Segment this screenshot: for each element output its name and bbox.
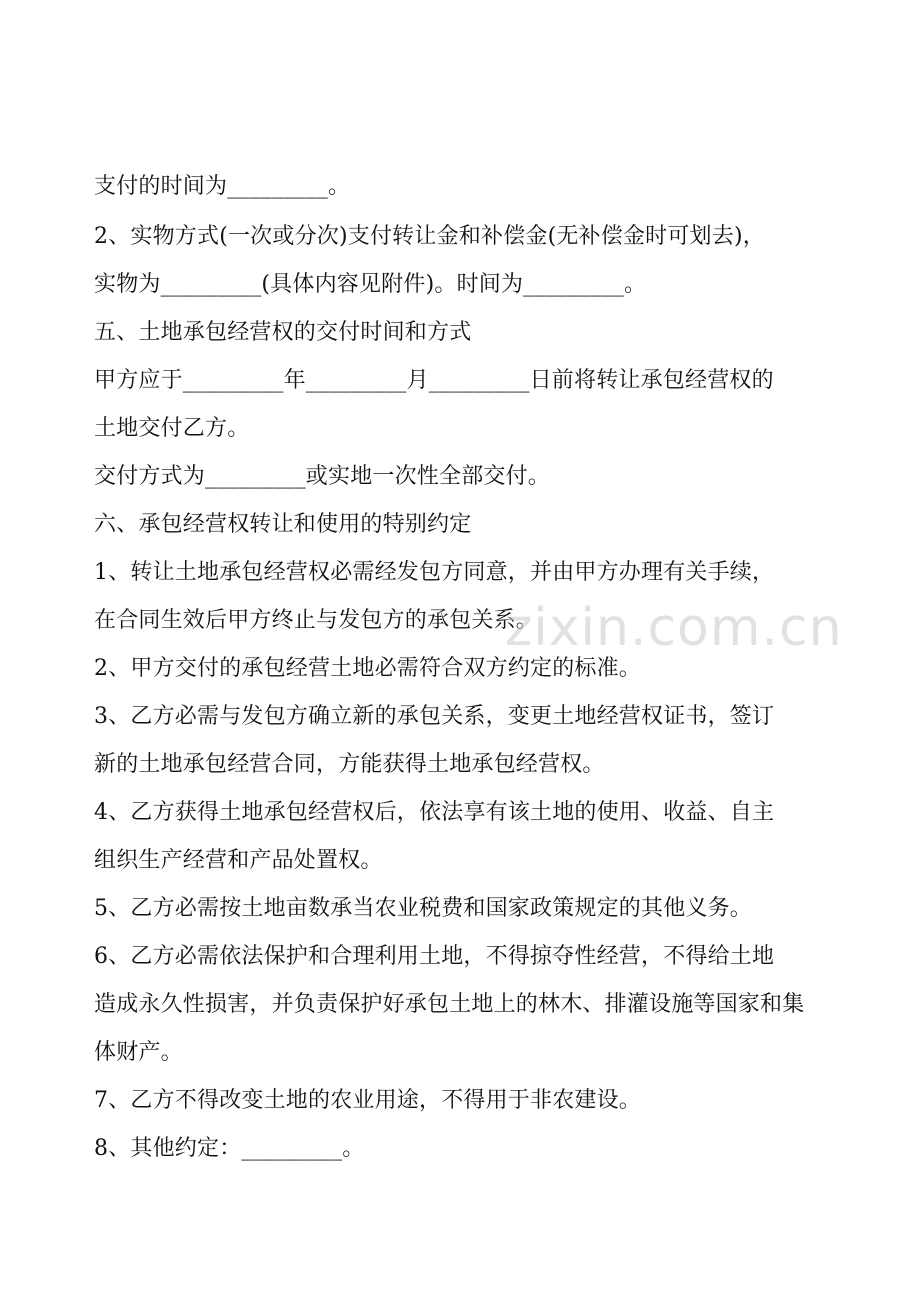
- text-line: 实物为_________(具体内容见附件)。时间为_________。: [94, 272, 647, 297]
- text-line: 在合同生效后甲方终止与发包方的承包关系。: [94, 608, 539, 633]
- text-line: 甲方应于_________年_________月_________日前将转让承包经营权的: [94, 368, 774, 393]
- text-line: 3、乙方必需与发包方确立新的承包关系，变更土地经营权证书，签订: [94, 704, 775, 729]
- section-heading: 六、承包经营权转让和使用的特别约定: [94, 512, 472, 537]
- text-line: 造成永久性损害，并负责保护好承包土地上的林木、排灌设施等国家和集: [94, 992, 805, 1017]
- text-line: 2、甲方交付的承包经营土地必需符合双方约定的标准。: [94, 656, 641, 681]
- text-line: 土地交付乙方。: [94, 416, 250, 441]
- text-line: 新的土地承包经营合同，方能获得土地承包经营权。: [94, 752, 605, 777]
- text-line: 1、转让土地承包经营权必需经发包方同意，并由甲方办理有关手续，: [94, 560, 775, 585]
- text-line: 6、乙方必需依法保护和合理利用土地，不得掠夺性经营，不得给土地: [94, 944, 775, 969]
- watermark: zixin.com.cn: [505, 598, 843, 658]
- section-heading: 五、土地承包经营权的交付时间和方式: [94, 320, 472, 345]
- text-line: 体财产。: [94, 1040, 183, 1065]
- text-line: 8、其他约定：_________。: [94, 1136, 365, 1161]
- text-line: 5、乙方必需按土地亩数承当农业税费和国家政策规定的其他义务。: [94, 896, 752, 921]
- text-line: 2、实物方式(一次或分次)支付转让金和补偿金(无补偿金时可划去)，: [94, 224, 765, 249]
- text-line: 4、乙方获得土地承包经营权后，依法享有该土地的使用、收益、自主: [94, 800, 775, 825]
- text-line: 7、乙方不得改变土地的农业用途，不得用于非农建设。: [94, 1088, 641, 1113]
- text-line: 组织生产经营和产品处置权。: [94, 848, 383, 873]
- text-line: 交付方式为_________或实地一次性全部交付。: [94, 464, 551, 489]
- text-line: 支付的时间为_________。: [94, 174, 351, 199]
